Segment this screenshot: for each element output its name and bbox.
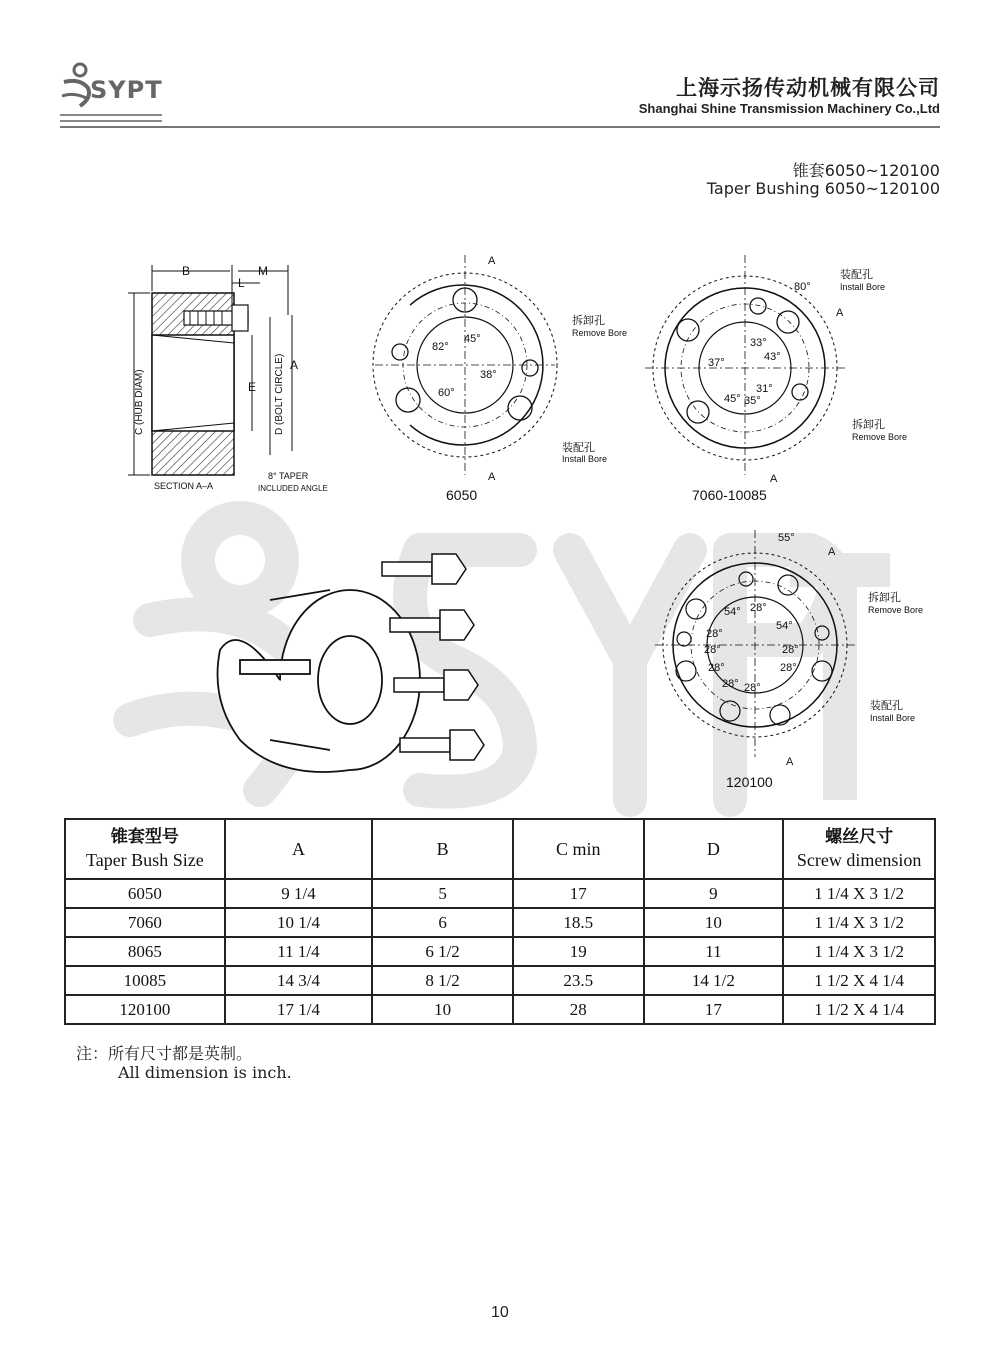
d120100-angle-1: 55° (778, 532, 795, 544)
cell-screw: 1 1/2 X 4 1/4 (783, 995, 935, 1024)
d7060-install-cn: 装配孔 (840, 269, 873, 281)
d7060-label: 7060-10085 (692, 487, 767, 503)
d120100-label: 120100 (726, 774, 773, 790)
d120100-angle-4: 54° (776, 620, 793, 632)
d7060-angle-1: 80° (794, 281, 811, 293)
d6050-angle-1: 82° (432, 341, 449, 353)
dim-a-label: A (290, 358, 299, 372)
logo (60, 62, 165, 130)
dim-l-label: L (238, 276, 245, 290)
bush-120100-drawing (650, 525, 950, 795)
d6050-label: 6050 (446, 487, 478, 503)
d7060-remove-cn: 拆卸孔 (852, 419, 885, 431)
dim-d-label: D (BOLT CIRCLE) (274, 353, 285, 435)
d120100-angle-11: 28° (744, 682, 761, 694)
table-row (65, 966, 935, 995)
cell-b: 8 1/2 (372, 966, 513, 995)
d6050-remove-cn: 拆卸孔 (572, 315, 605, 327)
cell-size: 8065 (65, 937, 225, 966)
d120100-install-en: Install Bore (870, 713, 916, 723)
cell-size: 120100 (65, 995, 225, 1024)
cell-screw: 1 1/4 X 3 1/2 (783, 908, 935, 937)
bush-7060-drawing (640, 250, 940, 510)
header-b: B (372, 819, 513, 879)
company-name-cn: 上海示扬传动机械有限公司 (676, 76, 940, 100)
d120100-angle-7: 28° (704, 644, 721, 656)
section-label: SECTION A–A (154, 481, 214, 491)
cell-d: 10 (644, 908, 784, 937)
header-screw-cn: 螺丝尺寸 (825, 827, 894, 847)
cell-screw: 1 1/4 X 3 1/2 (783, 937, 935, 966)
d7060-section-mark-top: A (836, 307, 844, 319)
cell-a: 9 1/4 (225, 879, 373, 908)
cell-c: 17 (513, 879, 644, 908)
header-size (65, 819, 225, 879)
dim-m-label: M (258, 264, 268, 278)
note-en: All dimension is inch. (118, 1063, 292, 1082)
header-screw (783, 819, 935, 879)
note-cn: 注：所有尺寸都是英制。 (76, 1044, 253, 1063)
d120100-angle-5: 28° (706, 628, 723, 640)
title-cn: 锥套6050~120100 (792, 161, 940, 180)
d6050-angle-2: 45° (464, 333, 481, 345)
page-number: 10 (491, 1304, 509, 1321)
dim-b-label: B (182, 264, 191, 278)
title-en: Taper Bushing 6050~120100 (706, 179, 940, 198)
table-row (65, 908, 935, 937)
d120100-angle-10: 28° (722, 678, 739, 690)
cell-a: 11 1/4 (225, 937, 373, 966)
logo-text: SYPT (90, 76, 163, 104)
d120100-section-mark-top: A (828, 546, 836, 558)
d7060-angle-5: 31° (756, 383, 773, 395)
header-rule (60, 126, 940, 128)
d6050-angle-4: 60° (438, 387, 455, 399)
table-row (65, 995, 935, 1024)
section-drawing (120, 255, 340, 505)
header-size-en: Taper Bush Size (85, 850, 204, 870)
company-name-en: Shanghai Shine Transmission Machinery Co.,Ltd (638, 101, 940, 116)
header-size-cn: 锥套型号 (110, 827, 179, 847)
cell-a: 10 1/4 (225, 908, 373, 937)
taper-label-1: 8° TAPER (268, 471, 309, 481)
d6050-section-mark-bottom: A (488, 471, 496, 483)
table-row (65, 937, 935, 966)
d7060-section-mark-bottom: A (770, 473, 778, 485)
cell-b: 6 1/2 (372, 937, 513, 966)
spec-table (64, 818, 936, 1025)
d6050-install-en: Install Bore (562, 454, 608, 464)
d120100-angle-6: 28° (782, 644, 799, 656)
header-a: A (225, 819, 373, 879)
bush-6050-drawing (370, 250, 640, 510)
d7060-angle-7: 35° (744, 395, 761, 407)
d7060-angle-3: 43° (764, 351, 781, 363)
d6050-angle-3: 38° (480, 369, 497, 381)
d120100-remove-cn: 拆卸孔 (868, 592, 901, 604)
d7060-angle-2: 33° (750, 337, 767, 349)
d7060-install-en: Install Bore (840, 282, 886, 292)
table-header-row (65, 819, 935, 879)
d120100-angle-8: 28° (780, 662, 797, 674)
header-d: D (644, 819, 784, 879)
cell-c: 18.5 (513, 908, 644, 937)
cell-size: 10085 (65, 966, 225, 995)
d6050-remove-en: Remove Bore (572, 328, 628, 338)
d120100-angle-9: 28° (708, 662, 725, 674)
cell-a: 17 1/4 (225, 995, 373, 1024)
cell-size: 7060 (65, 908, 225, 937)
cell-screw: 1 1/4 X 3 1/2 (783, 879, 935, 908)
cell-screw: 1 1/2 X 4 1/4 (783, 966, 935, 995)
cell-d: 17 (644, 995, 784, 1024)
dim-e-label: E (248, 380, 257, 394)
d7060-remove-en: Remove Bore (852, 432, 908, 442)
d7060-angle-6: 45° (724, 393, 741, 405)
taper-label-2: INCLUDED ANGLE (258, 484, 328, 493)
bush-isometric-drawing (200, 540, 500, 790)
cell-a: 14 3/4 (225, 966, 373, 995)
cell-d: 11 (644, 937, 784, 966)
cell-d: 9 (644, 879, 784, 908)
d120100-angle-3: 28° (750, 602, 767, 614)
cell-d: 14 1/2 (644, 966, 784, 995)
header-screw-en: Screw dimension (796, 850, 922, 870)
logo-underline (60, 114, 162, 116)
d120100-angle-2: 54° (724, 606, 741, 618)
cell-c: 19 (513, 937, 644, 966)
cell-c: 23.5 (513, 966, 644, 995)
cell-b: 5 (372, 879, 513, 908)
logo-underline-2 (60, 120, 162, 122)
dim-c-label: C (HUB DIAM) (134, 369, 145, 435)
table-row (65, 879, 935, 908)
cell-b: 6 (372, 908, 513, 937)
cell-size: 6050 (65, 879, 225, 908)
d7060-angle-4: 37° (708, 357, 725, 369)
d120100-install-cn: 装配孔 (870, 700, 903, 712)
header-c: C min (513, 819, 644, 879)
cell-b: 10 (372, 995, 513, 1024)
d6050-install-cn: 装配孔 (562, 442, 595, 454)
d120100-remove-en: Remove Bore (868, 605, 924, 615)
d120100-section-mark-bottom: A (786, 756, 794, 768)
cell-c: 28 (513, 995, 644, 1024)
d6050-section-mark-top: A (488, 255, 496, 267)
